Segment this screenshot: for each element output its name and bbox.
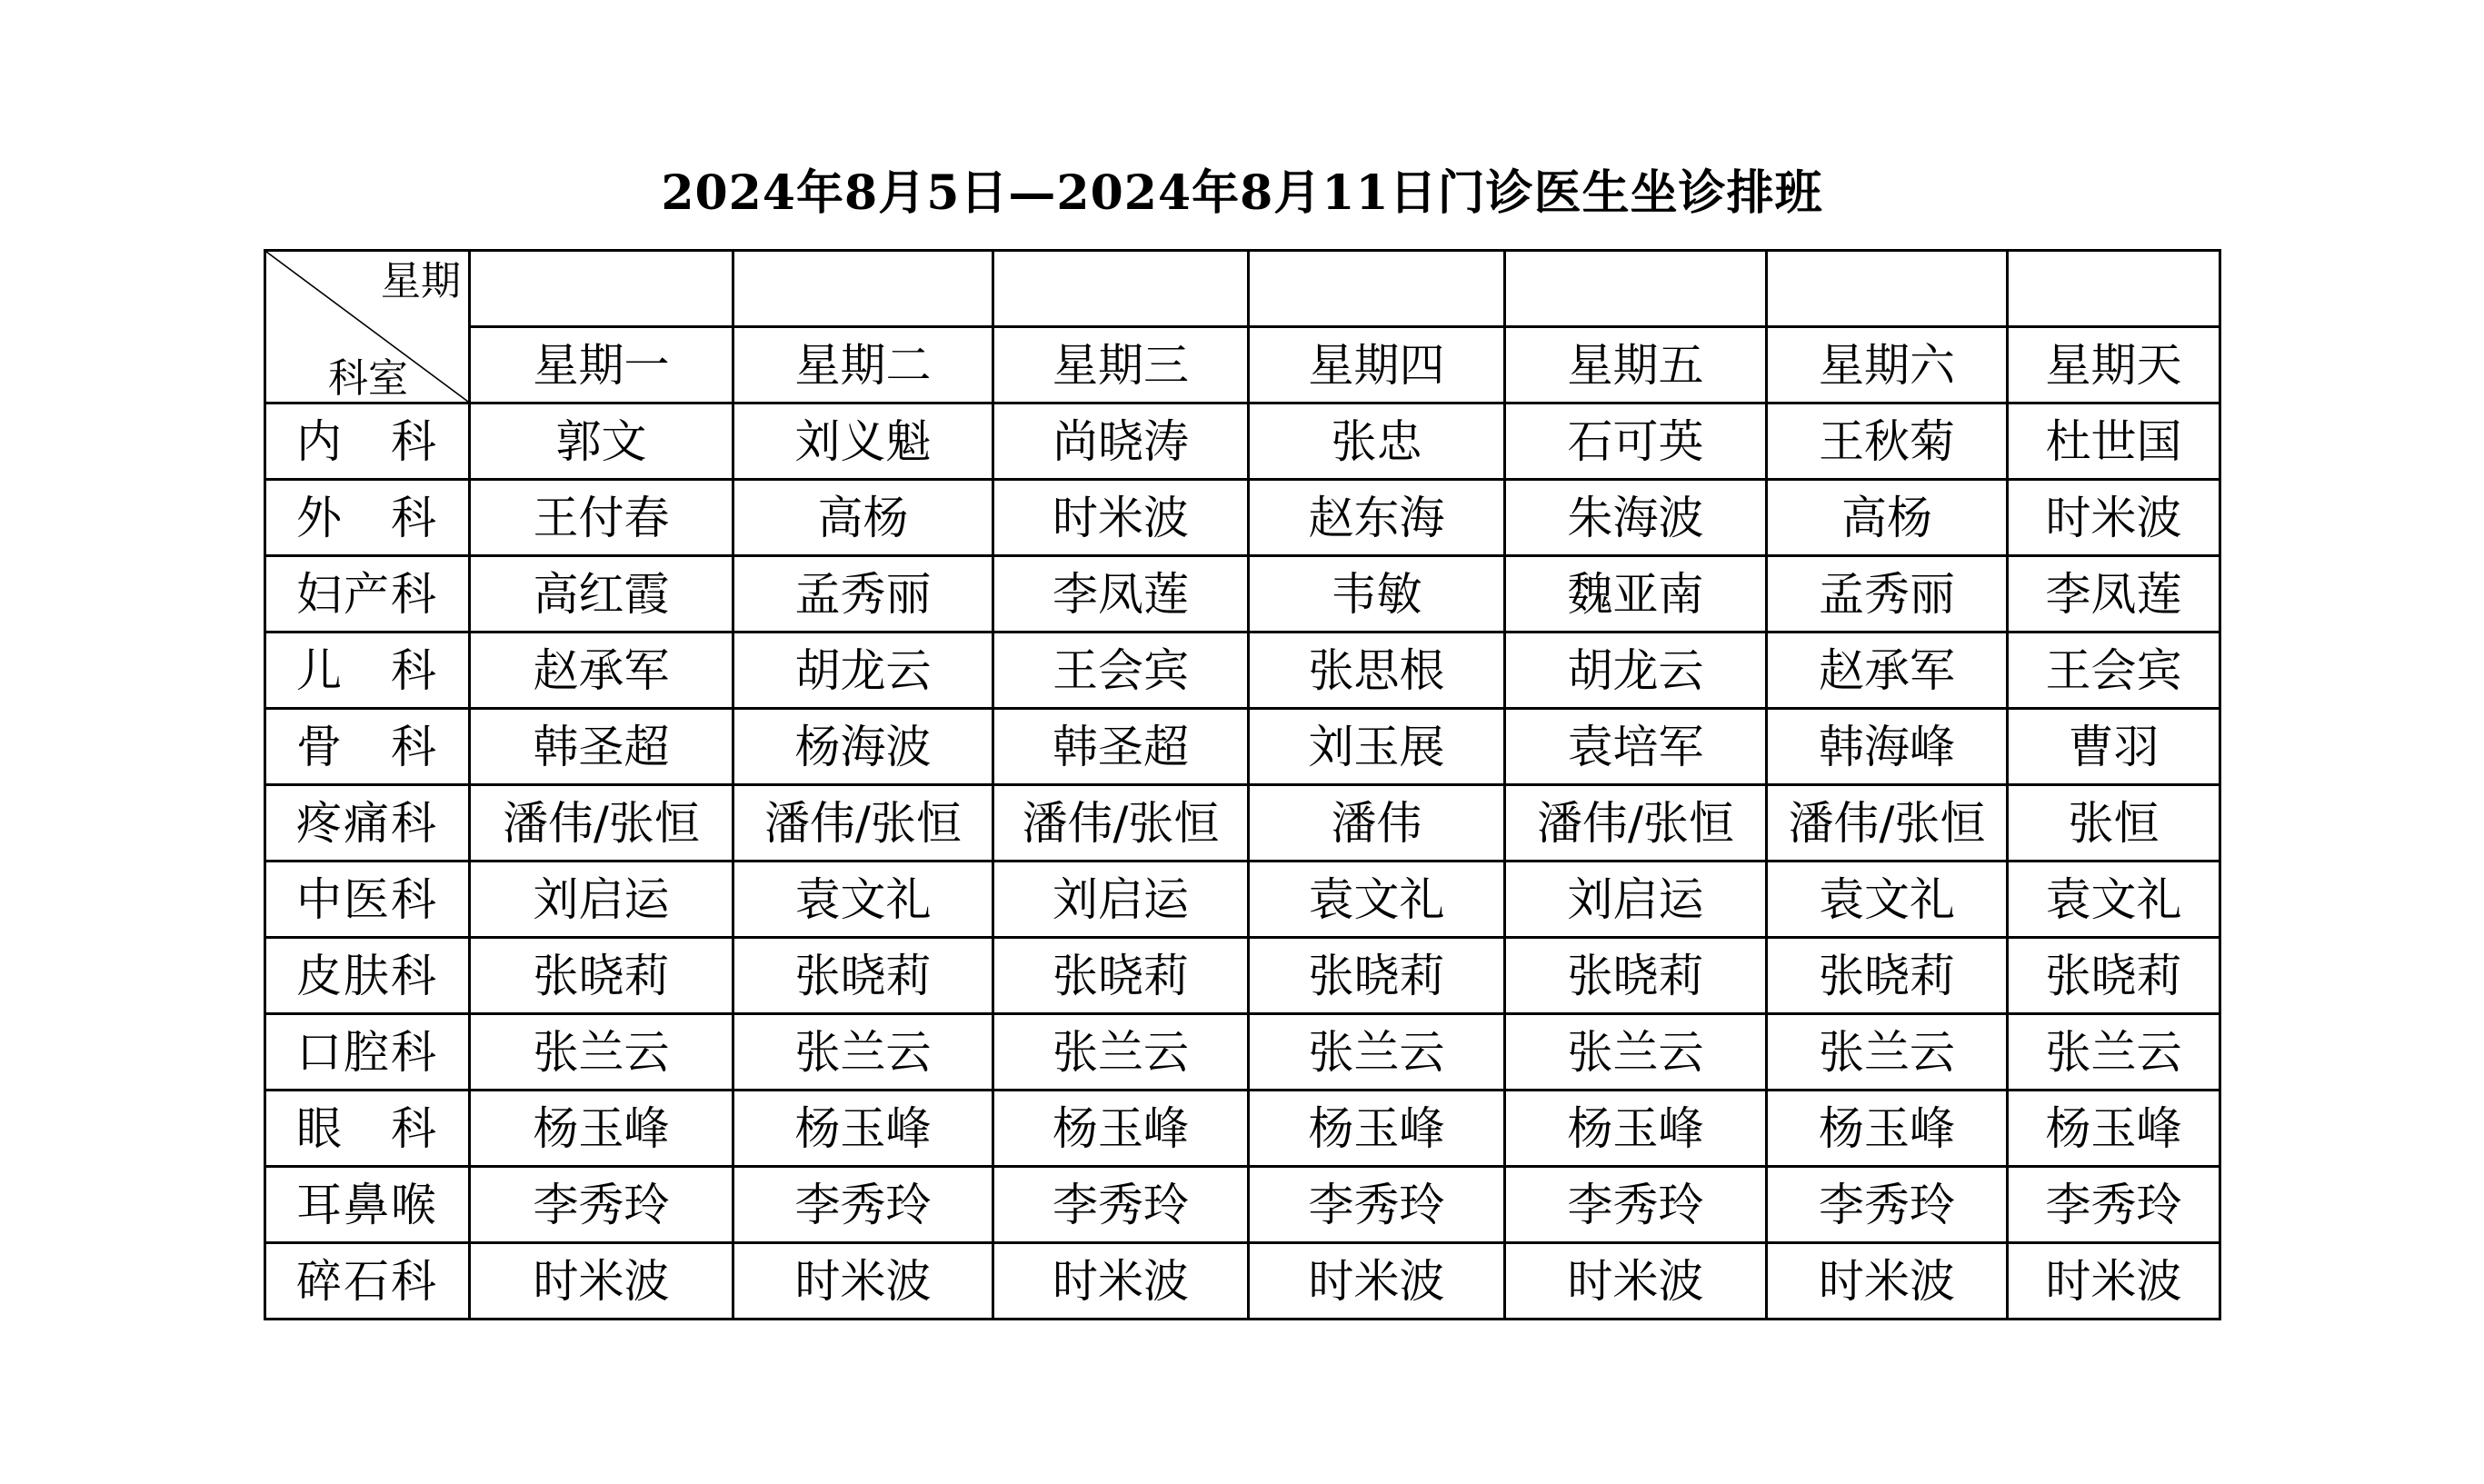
doctor-cell: 李凤莲: [993, 556, 1249, 632]
doctor-cell: 孟秀丽: [1767, 556, 2008, 632]
department-cell: 中医科: [265, 862, 470, 938]
doctor-cell: 潘伟/张恒: [993, 785, 1249, 862]
doctor-cell: 杨玉峰: [993, 1091, 1249, 1167]
doctor-cell: 杜世国: [2008, 403, 2220, 480]
doctor-cell: 赵东海: [1249, 480, 1505, 556]
blank-header-cell: [1505, 251, 1767, 327]
blank-header-cell: [733, 251, 993, 327]
doctor-cell: 李凤莲: [2008, 556, 2220, 632]
doctor-cell: 潘伟/张恒: [1505, 785, 1767, 862]
table-row: [265, 1243, 2220, 1320]
table-row: [265, 709, 2220, 785]
doctor-cell: 张忠: [1249, 403, 1505, 480]
weekday-header: 星期一: [470, 327, 733, 403]
doctor-cell: 张晓莉: [733, 938, 993, 1014]
doctor-cell: 时米波: [1505, 1243, 1767, 1320]
doctor-cell: 张兰云: [733, 1014, 993, 1091]
department-cell: 疼痛科: [265, 785, 470, 862]
weekday-header: 星期三: [993, 327, 1249, 403]
doctor-cell: 杨玉峰: [470, 1091, 733, 1167]
doctor-cell: 杨玉峰: [1767, 1091, 2008, 1167]
doctor-cell: 杨海波: [733, 709, 993, 785]
weekday-header: 星期五: [1505, 327, 1767, 403]
doctor-cell: 魏亚南: [1505, 556, 1767, 632]
department-cell: 眼 科: [265, 1091, 470, 1167]
doctor-cell: 刘启运: [1505, 862, 1767, 938]
table-row: [265, 480, 2220, 556]
doctor-cell: 刘玉展: [1249, 709, 1505, 785]
doctor-cell: 高红霞: [470, 556, 733, 632]
weekday-header: 星期六: [1767, 327, 2008, 403]
doctor-cell: 高杨: [733, 480, 993, 556]
doctor-cell: 孟秀丽: [733, 556, 993, 632]
department-cell: 皮肤科: [265, 938, 470, 1014]
department-cell: 口腔科: [265, 1014, 470, 1091]
doctor-cell: 刘义魁: [733, 403, 993, 480]
doctor-cell: 韩圣超: [470, 709, 733, 785]
doctor-cell: 时米波: [1767, 1243, 2008, 1320]
blank-header-cell: [470, 251, 733, 327]
doctor-cell: 时米波: [993, 1243, 1249, 1320]
doctor-cell: 张兰云: [1505, 1014, 1767, 1091]
table-row: [265, 785, 2220, 862]
header-top-row: [265, 251, 2220, 327]
doctor-cell: 张思根: [1249, 632, 1505, 709]
table-row: [265, 1091, 2220, 1167]
blank-header-cell: [1767, 251, 2008, 327]
corner-header-cell: [265, 251, 470, 403]
doctor-cell: 张兰云: [1249, 1014, 1505, 1091]
doctor-cell: 李秀玲: [1505, 1167, 1767, 1243]
doctor-cell: 刘启运: [470, 862, 733, 938]
doctor-cell: 胡龙云: [733, 632, 993, 709]
doctor-cell: 王会宾: [993, 632, 1249, 709]
doctor-cell: 王付春: [470, 480, 733, 556]
weekday-header-row: [265, 327, 2220, 403]
doctor-cell: 潘伟/张恒: [470, 785, 733, 862]
doctor-cell: 张兰云: [1767, 1014, 2008, 1091]
doctor-cell: 时米波: [733, 1243, 993, 1320]
doctor-cell: 潘伟/张恒: [1767, 785, 2008, 862]
doctor-cell: 韦敏: [1249, 556, 1505, 632]
department-cell: 外 科: [265, 480, 470, 556]
doctor-cell: 张兰云: [2008, 1014, 2220, 1091]
table-row: [265, 862, 2220, 938]
doctor-cell: 张兰云: [470, 1014, 733, 1091]
doctor-cell: 时米波: [2008, 1243, 2220, 1320]
table-row: [265, 1167, 2220, 1243]
doctor-cell: 张兰云: [993, 1014, 1249, 1091]
doctor-cell: 尚晓涛: [993, 403, 1249, 480]
table-row: [265, 556, 2220, 632]
doctor-cell: 郭文: [470, 403, 733, 480]
doctor-cell: 曹羽: [2008, 709, 2220, 785]
page-title: 2024年8月5日—2024年8月11日门诊医生坐诊排班: [661, 165, 1823, 221]
department-cell: 骨 科: [265, 709, 470, 785]
table-row: [265, 938, 2220, 1014]
corner-label-department: 科室: [328, 355, 408, 402]
doctor-cell: 王秋菊: [1767, 403, 2008, 480]
doctor-cell: 袁文礼: [733, 862, 993, 938]
doctor-cell: 杨玉峰: [1249, 1091, 1505, 1167]
blank-header-cell: [1249, 251, 1505, 327]
department-cell: 耳鼻喉: [265, 1167, 470, 1243]
doctor-cell: 潘伟/张恒: [733, 785, 993, 862]
doctor-cell: 李秀玲: [733, 1167, 993, 1243]
doctor-cell: 张恒: [2008, 785, 2220, 862]
doctor-cell: 时米波: [993, 480, 1249, 556]
doctor-cell: 杨玉峰: [733, 1091, 993, 1167]
department-cell: 妇产科: [265, 556, 470, 632]
doctor-cell: 时米波: [2008, 480, 2220, 556]
doctor-cell: 高杨: [1767, 480, 2008, 556]
doctor-cell: 张晓莉: [2008, 938, 2220, 1014]
doctor-cell: 李秀玲: [2008, 1167, 2220, 1243]
doctor-cell: 张晓莉: [1767, 938, 2008, 1014]
doctor-cell: 刘启运: [993, 862, 1249, 938]
doctor-cell: 袁文礼: [1249, 862, 1505, 938]
doctor-cell: 时米波: [1249, 1243, 1505, 1320]
table-row: [265, 403, 2220, 480]
weekday-header: 星期天: [2008, 327, 2220, 403]
doctor-cell: 袁培军: [1505, 709, 1767, 785]
department-cell: 碎石科: [265, 1243, 470, 1320]
weekday-header: 星期二: [733, 327, 993, 403]
schedule-table: [264, 249, 2221, 1320]
doctor-cell: 张晓莉: [470, 938, 733, 1014]
weekday-header: 星期四: [1249, 327, 1505, 403]
doctor-cell: 王会宾: [2008, 632, 2220, 709]
doctor-cell: 韩圣超: [993, 709, 1249, 785]
doctor-cell: 张晓莉: [993, 938, 1249, 1014]
doctor-cell: 李秀玲: [993, 1167, 1249, 1243]
doctor-cell: 张晓莉: [1249, 938, 1505, 1014]
doctor-cell: 赵承军: [1767, 632, 2008, 709]
doctor-cell: 李秀玲: [1249, 1167, 1505, 1243]
doctor-cell: 韩海峰: [1767, 709, 2008, 785]
doctor-cell: 石可英: [1505, 403, 1767, 480]
doctor-cell: 袁文礼: [2008, 862, 2220, 938]
doctor-cell: 李秀玲: [1767, 1167, 2008, 1243]
doctor-cell: 胡龙云: [1505, 632, 1767, 709]
table-row: [265, 1014, 2220, 1091]
blank-header-cell: [2008, 251, 2220, 327]
doctor-cell: 朱海波: [1505, 480, 1767, 556]
doctor-cell: 李秀玲: [470, 1167, 733, 1243]
doctor-cell: 张晓莉: [1505, 938, 1767, 1014]
table-row: [265, 632, 2220, 709]
doctor-cell: 时米波: [470, 1243, 733, 1320]
department-cell: 内 科: [265, 403, 470, 480]
department-cell: 儿 科: [265, 632, 470, 709]
doctor-cell: 杨玉峰: [2008, 1091, 2220, 1167]
doctor-cell: 袁文礼: [1767, 862, 2008, 938]
blank-header-cell: [993, 251, 1249, 327]
corner-label-weekday: 星期: [381, 258, 461, 304]
doctor-cell: 杨玉峰: [1505, 1091, 1767, 1167]
doctor-cell: 赵承军: [470, 632, 733, 709]
doctor-cell: 潘伟: [1249, 785, 1505, 862]
